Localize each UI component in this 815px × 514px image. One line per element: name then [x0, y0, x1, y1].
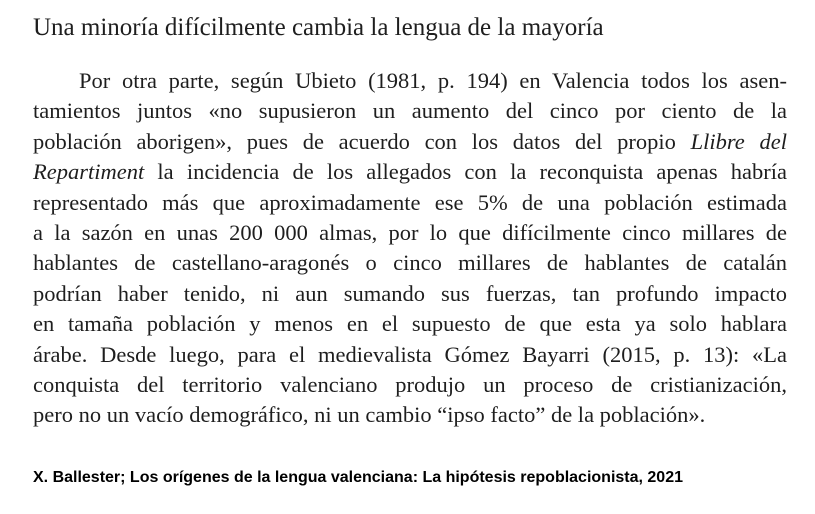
- body-paragraph: [33, 66, 787, 431]
- line-text: a la sazón en unas 200 000 almas, por lo que difícilmente cinco millares de: [33, 219, 787, 245]
- paragraph-line: [33, 340, 787, 370]
- book-title-italic: Repartiment: [33, 159, 145, 185]
- paragraph-line: [33, 66, 787, 96]
- paragraph-line: [33, 309, 787, 339]
- paragraph-line: [33, 127, 787, 157]
- source-caption: X. Ballester; Los orígenes de la lengua valenciana: La hipótesis repoblacionista, 2021: [33, 469, 683, 486]
- line-text: hablantes de castellano-aragonés o cinco millares de hablantes de catalán: [33, 250, 787, 276]
- line-text: en tamaña población y menos en el supuesto de que esta ya solo hablara: [33, 311, 787, 337]
- paragraph-line: [33, 188, 787, 218]
- paragraph-line: [33, 96, 787, 126]
- line-text: conquista del territorio valenciano produjo un proceso de cristianización,: [33, 371, 787, 397]
- book-title-italic: Llibre del: [690, 128, 787, 154]
- line-text: árabe. Desde luego, para el medievalista Gómez Bayarri (2015, p. 13): «La: [33, 341, 787, 367]
- paragraph-line: [33, 370, 787, 400]
- paragraph-line: [33, 218, 787, 248]
- paragraph-line: [33, 157, 787, 187]
- paragraph-line: [33, 400, 787, 430]
- line-text: la incidencia de los allegados con la reconquista apenas habría: [144, 159, 787, 185]
- line-text: tamientos juntos «no supusieron un aumento del cinco por ciento de la: [33, 98, 787, 124]
- line-text: población aborigen», pues de acuerdo con los datos del propio: [33, 128, 691, 154]
- paragraph-line: [33, 248, 787, 278]
- line-text: representado más que aproximadamente ese 5% de una población estimada: [33, 189, 787, 215]
- section-heading: Una minoría difícilmente cambia la lengua de la mayoría: [33, 14, 604, 41]
- paragraph-line: [33, 279, 787, 309]
- line-text: podrían haber tenido, ni aun sumando sus fuerzas, tan profundo impacto: [33, 280, 787, 306]
- line-text: pero no un vacío demográfico, ni un cambio “ipso facto” de la población».: [33, 402, 706, 428]
- line-text: Por otra parte, según Ubieto (1981, p. 194) en Valencia todos los asen-: [79, 68, 787, 93]
